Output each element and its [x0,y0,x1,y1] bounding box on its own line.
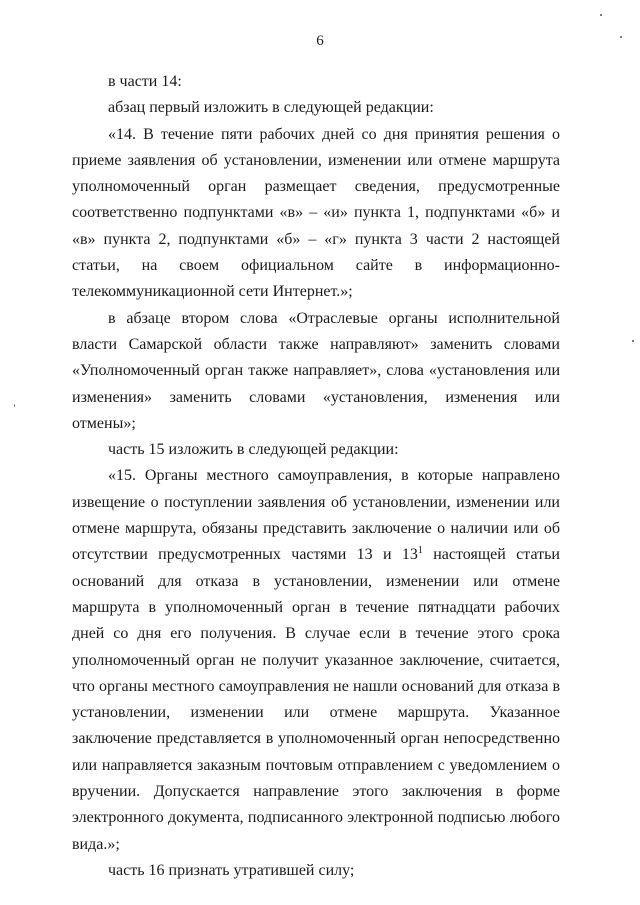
page-number: 6 [316,33,324,49]
scan-speck [632,340,634,342]
paragraph-item-15 [72,463,560,857]
scan-speck [600,14,602,16]
paragraph-part-16: часть 16 признать утратившей силу; [108,861,355,879]
paragraph-second-abzac: в абзаце втором слова «Отраслевые органы исполнительной власти Самарской области также направляют» заменить словами «Уполномоченный орган также направляет», слова «установления или изменения» заменить словами «установления, изменения или отмены»; [72,309,560,432]
paragraph-part-15-intro: часть 15 изложить в следующей редакции: [108,441,399,459]
paragraph-first-abzac: абзац первый изложить в следующей редакции: [108,99,434,117]
superscript-one: 1 [417,545,423,557]
item-15-text-before: «15. Органы местного самоуправления, в которые направлено извещение о поступлении заявления об установлении, изменении или отмене маршрута, обязаны представить заключение о наличии или об отсутствии предусмотренных частями 13 и 13 [72,467,560,564]
document-body [72,69,560,884]
scan-speck [14,404,15,407]
paragraph-part-14-intro: в части 14: [108,73,182,90]
item-15-text-after: настоящей статьи оснований для отказа в установлении, изменении или отмене маршрута в уполномоченный орган в течение пятнадцати рабочих дней со дня его получения. В случае если в течение этого срока уполномоченный орган не получит указанное заключение, считается, что органы местного самоуправления не нашли оснований для отказа в установлении, изменении или отмене маршрута. Указанное заключение представляется в уполномоченный орган непосредственно или направляется заказным почтовым отправлением с уведомлением о вручении. Допускается направление этого заключения в форме электронного документа, подписанного электронной подписью любого вида.»; [72,546,560,853]
scan-speck [620,36,622,38]
paragraph-item-14: «14. В течение пяти рабочих дней со дня принятия решения о приеме заявления об установлении, изменении или отмене маршрута уполномоченный орган размещает сведения, предусмотренные соответственно подпунктами «в» – «и» пункта 1, подпунктами «б» и «в» пункта 2, подпунктами «б» – «г» пункта 3 части 2 настоящей статьи, на своем официальном сайте в информационно-телекоммуникационной сети Интернет.»; [72,125,560,301]
